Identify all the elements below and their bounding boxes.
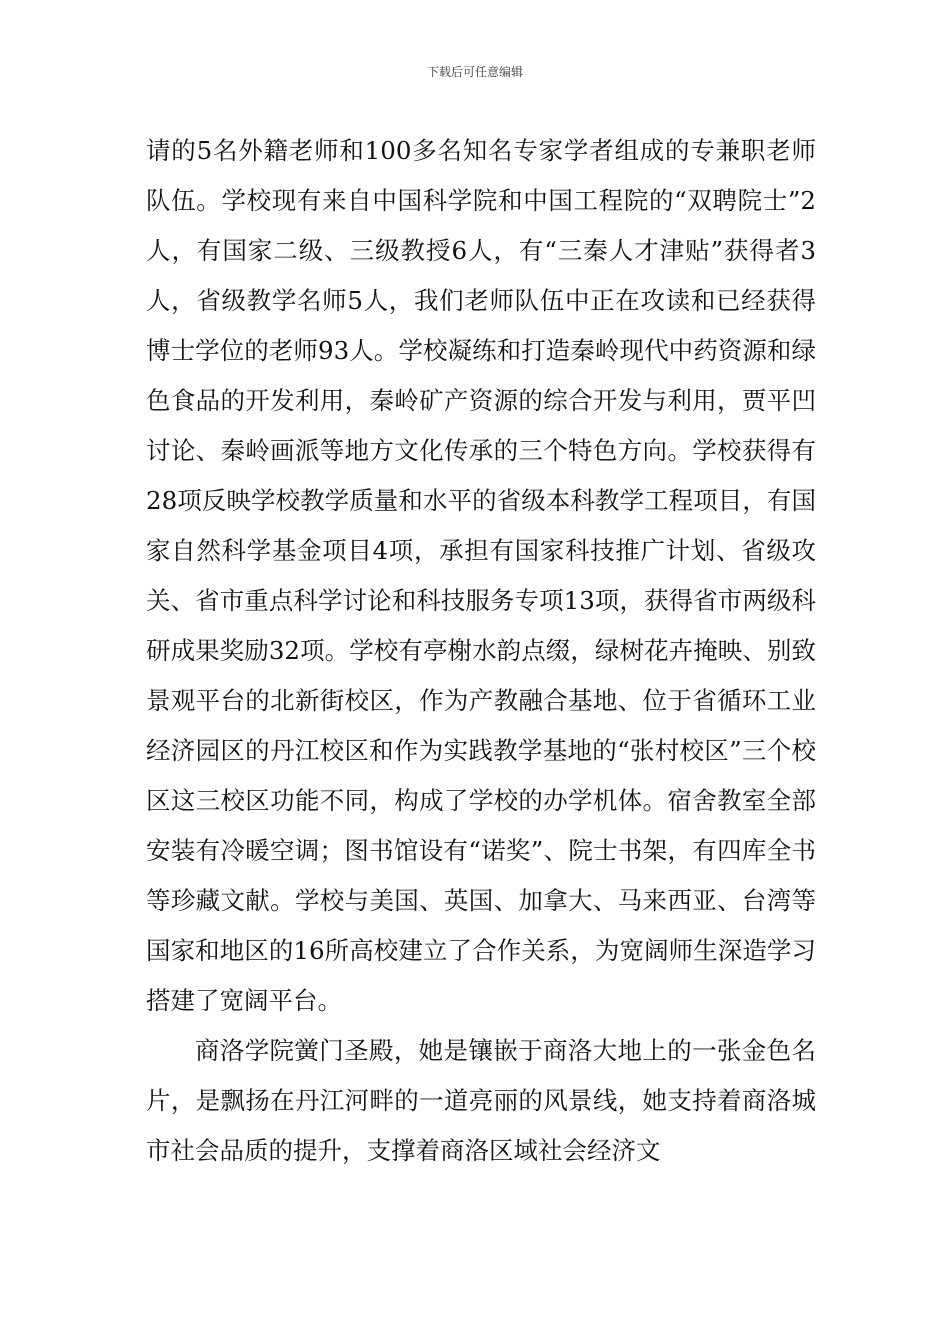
page-header: 下载后可任意编辑 [426, 65, 523, 79]
paragraph-2: 商洛学院黉门圣殿，她是镶嵌于商洛大地上的一张金色名片，是飘扬在丹江河畔的一道亮丽的风景线，她支持着商洛城市社会品质的提升，支撑着商洛区域社会经济文 [146, 1036, 816, 1165]
document-body [146, 126, 816, 1176]
paragraph-1: 请的5名外籍老师和100多名知名专家学者组成的专兼职老师队伍。学校现有来自中国科学院和中国工程院的“双聘院士”2人，有国家二级、三级教授6人，有“三秦人才津贴”获得者3人，省级教学名师5人，我们老师队伍中正在攻读和已经获得博士学位的老师93人。学校凝练和打造秦岭现代中药资源和绿色食品的开发利用，秦岭矿产资源的综合开发与利用，贾平凹讨论、秦岭画派等地方文化传承的三个特色方向。学校获得有28项反映学校教学质量和水平的省级本科教学工程项目，有国家自然科学基金项目4项，承担有国家科技推广计划、省级攻关、省市重点科学讨论和科技服务专项13项，获得省市两级科研成果奖励32项。学校有亭榭水韵点缀，绿树花卉掩映、别致景观平台的北新街校区，作为产教融合基地、位于省循环工业经济园区的丹江校区和作为实践教学基地的“张村校区”三个校区这三校区功能不同，构成了学校的办学机体。宿舍教室全部安装有冷暖空调；图书馆设有“诺奖”、院士书架，有四库全书等珍藏文献。学校与美国、英国、加拿大、马来西亚、台湾等国家和地区的16所高校建立了合作关系，为宽阔师生深造学习搭建了宽阔平台。 [146, 136, 816, 1015]
